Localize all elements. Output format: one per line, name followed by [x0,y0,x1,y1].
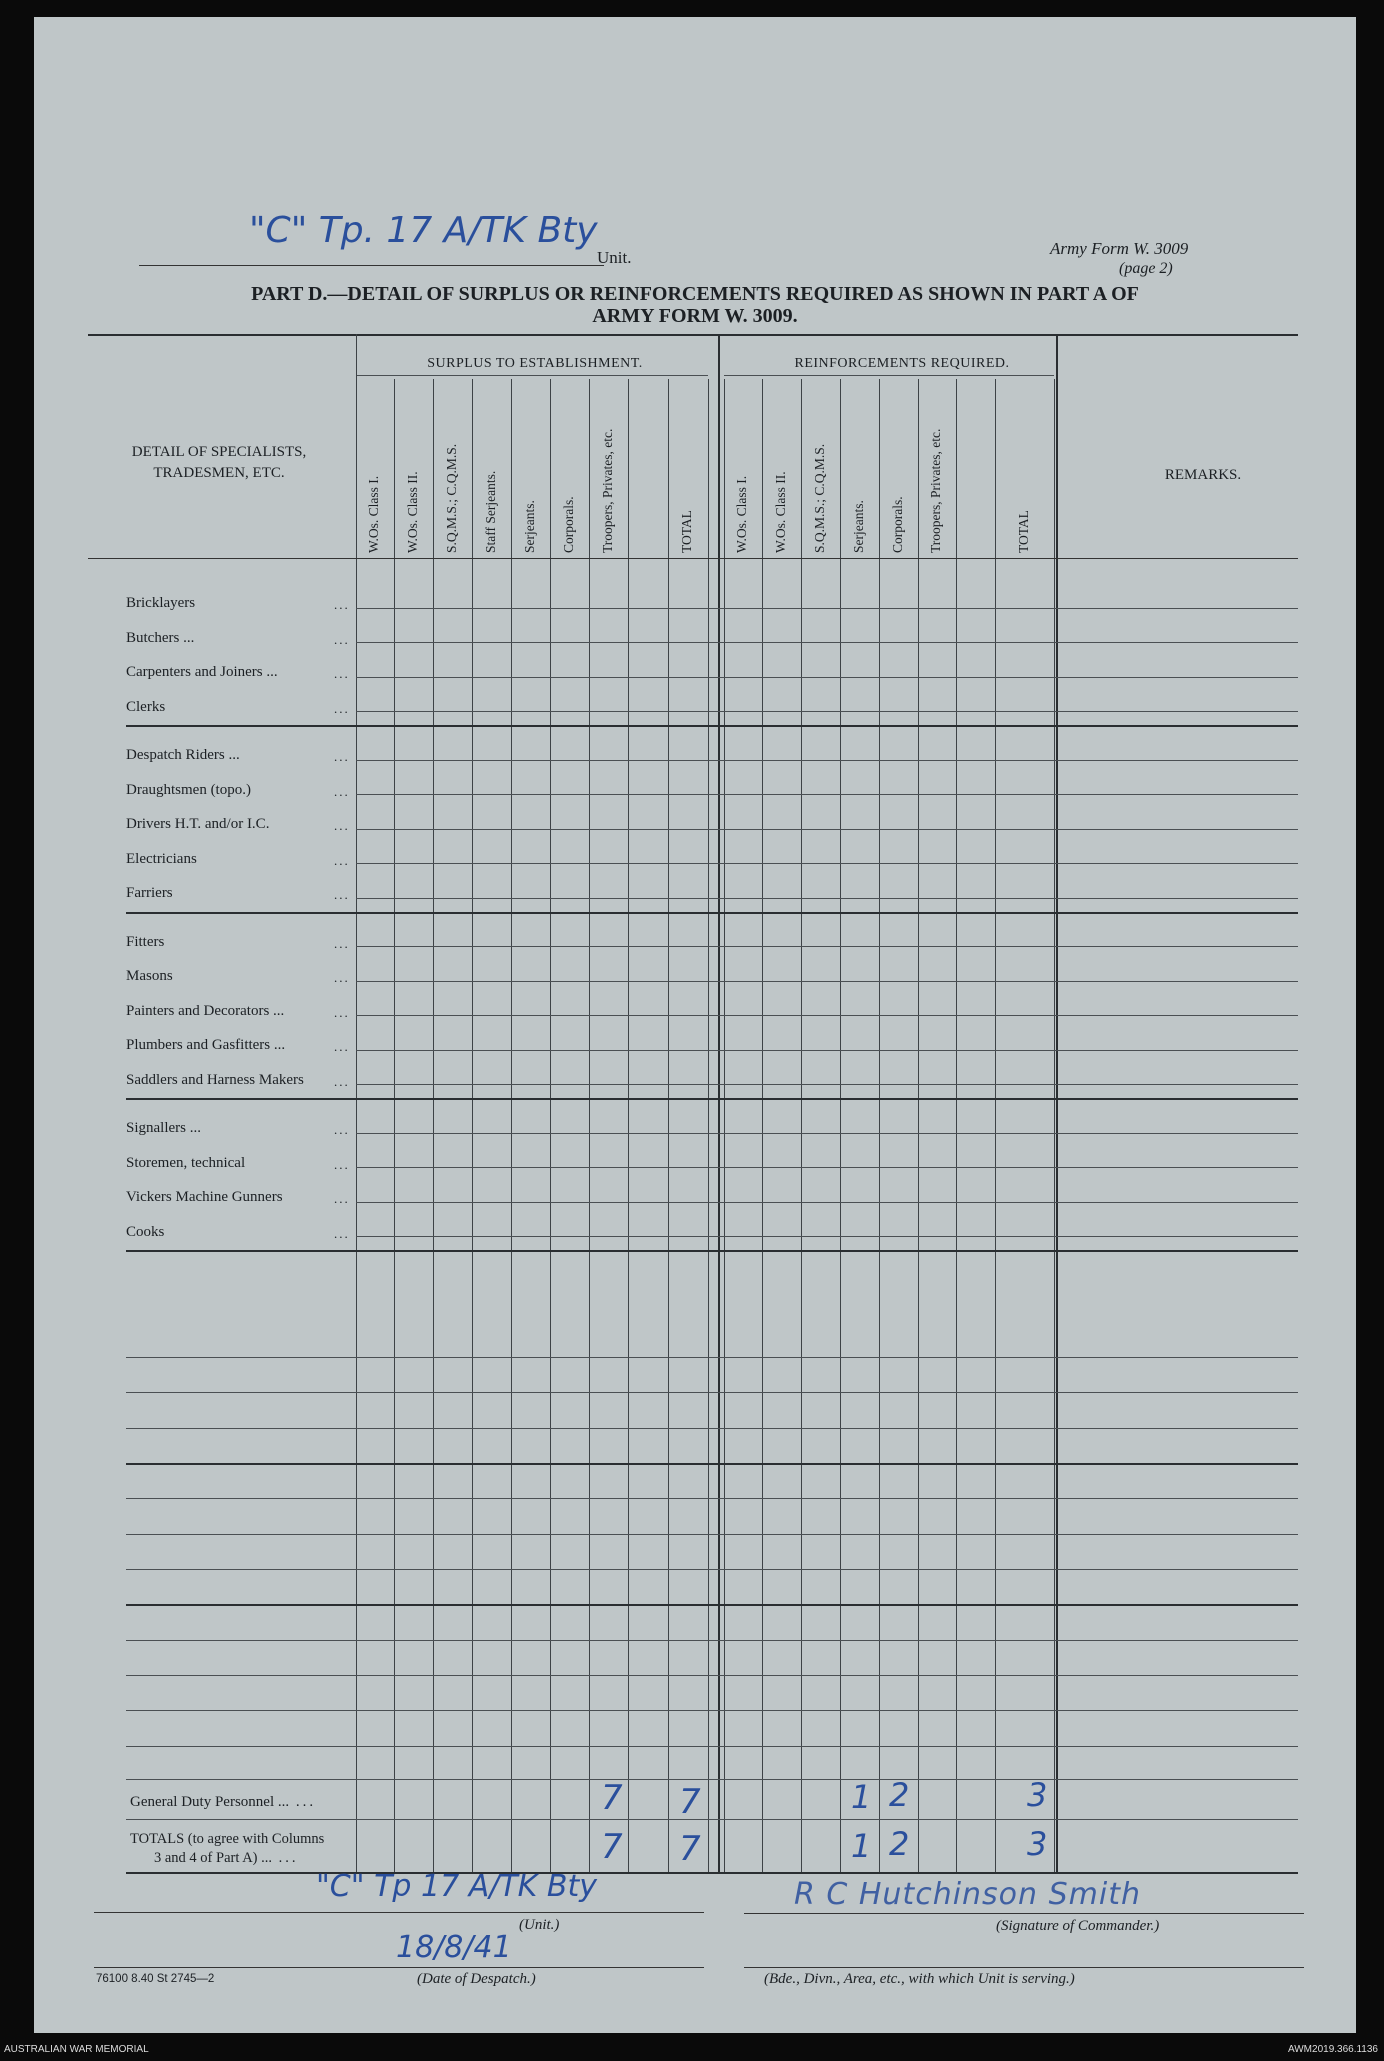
gd-surplus-total: 7 [679,1782,701,1822]
reinf-col-line [995,379,996,1872]
table-top-rule [88,334,1298,336]
leader-dots: ... [334,1073,350,1089]
tot-reinf-serjeants: 1 [851,1827,872,1865]
blank-row-rule [126,1640,1298,1641]
row-label: Bricklayers [126,595,196,611]
row-rule [356,711,1298,712]
row-label: Draughtsmen (topo.) [126,781,251,798]
signature-caption: (Signature of Commander.) [996,1918,1160,1934]
surplus-col-line [668,379,669,1872]
surplus-col-8: TOTAL [679,510,694,553]
row-label: Clerks [126,698,166,715]
reinf-col-2: S.Q.M.S.; C.Q.M.S. [811,443,827,553]
surplus-col-line [433,379,434,1872]
blank-row-rule [126,1604,1298,1606]
reinf-col-line [1054,379,1055,1872]
surplus-col-line [356,334,357,1872]
date-caption: (Date of Despatch.) [417,1971,536,1987]
form-page: (page 2) [1119,260,1173,277]
blank-row-rule [126,1534,1298,1535]
leader-dots: ... [334,1039,350,1054]
blank-row-rule [126,1498,1298,1499]
group-rule [126,725,1298,727]
surplus-col-1: W.Os. Class II. [404,471,420,553]
leader-dots: ... [334,1225,350,1241]
title-line-1: PART D.—DETAIL OF SURPLUS OR REINFORCEMENTS REQUIRED AS SHOWN IN PART A OF [251,283,1139,305]
group-rule [126,1098,1298,1100]
blank-row-rule [126,1746,1298,1747]
row-rule [356,863,1298,864]
reinf-col-3: Serjeants. [850,500,866,553]
footer-unit-line [94,1912,704,1913]
tot-reinf-total: 3 [1027,1825,1048,1863]
totals-top-rule [126,1819,1298,1820]
gd-surplus-troopers: 7 [601,1778,623,1818]
row-label: Plumbers and Gasfitters ... [126,1037,286,1053]
form-sheet [34,17,1356,2033]
header-bottom-rule [88,558,1298,559]
reinf-col-5: Troopers, Privates, etc. [928,428,943,553]
surplus-col-0: W.Os. Class I. [366,475,381,553]
date-handwritten: 18/8/41 [396,1930,512,1965]
gd-reinf-corporals: 2 [889,1776,910,1814]
leader-dots: ... [334,852,350,868]
archive-right: AWM2019.366.1136 [1287,2044,1378,2055]
surplus-header-rule [356,375,708,376]
blank-row-rule [126,1675,1298,1676]
row-label: Electricians [126,850,197,867]
row-label: Cooks [126,1223,165,1240]
reinf-col-line [840,379,841,1872]
surplus-col-3: Staff Serjeants. [482,470,498,553]
group-rule [126,912,1298,914]
blank-row-rule [126,1392,1298,1393]
remarks-left-line [1056,334,1058,1872]
leader-dots: ... [334,818,350,833]
leader-dots: ... [334,631,350,647]
row-rule [356,1167,1298,1168]
leader-dots: ... [334,1156,350,1172]
reinf-col-line [879,379,880,1872]
surplus-col-line [511,379,512,1872]
reinf-col-line [762,379,763,1872]
reinf-header-rule [724,375,1054,376]
leader-dots: ... [334,666,350,681]
row-rule [356,794,1298,795]
tot-surplus-total: 7 [679,1829,701,1869]
row-label: Vickers Machine Gunners [126,1189,283,1205]
leader-dots: ... [334,1191,350,1206]
bde-caption: (Bde., Divn., Area, etc., with which Unit is serving.) [764,1971,1075,1987]
reinforcements-header: REINFORCEMENTS REQUIRED. [794,356,1010,371]
row-label: Drivers H.T. and/or I.C. [126,816,270,832]
totals-label-2: 3 and 4 of Part A) ... ... [154,1850,299,1866]
surplus-col-line [628,379,629,1872]
tot-reinf-corporals: 2 [889,1825,910,1863]
surplus-col-2: S.Q.M.S.; C.Q.M.S. [443,443,459,553]
print-code: 76100 8.40 St 2745—2 [96,1973,215,1985]
leader-dots: ... [334,749,350,764]
row-rule [356,898,1298,899]
row-rule [356,981,1298,982]
surplus-col-line [589,379,590,1872]
table-bottom-rule [126,1872,1298,1874]
reinf-col-0: W.Os. Class I. [734,475,749,553]
gd-top-rule [126,1779,1298,1780]
surplus-col-line [394,379,395,1872]
row-label: Butchers ... [126,629,195,646]
row-rule [356,760,1298,761]
row-rule [356,1202,1298,1203]
surplus-col-line [472,379,473,1872]
row-rule [356,1050,1298,1051]
leader-dots: ... [334,783,350,799]
row-label: Saddlers and Harness Makers [126,1071,304,1088]
surplus-col-4: Serjeants. [521,500,537,553]
leader-dots: ... [334,597,350,612]
row-label: Storemen, technical [126,1154,246,1171]
row-label: Signallers ... [126,1120,201,1136]
tot-surplus-troopers: 7 [601,1827,623,1867]
row-label: Masons [126,968,173,984]
reinf-col-line [918,379,919,1872]
row-rule [356,608,1298,609]
blank-row-rule [126,1428,1298,1429]
leader-dots: ... [334,887,350,902]
surplus-col-6: Troopers, Privates, etc. [599,428,615,553]
row-rule [356,1015,1298,1016]
row-rule [356,1084,1298,1085]
detail-table [34,17,1356,2033]
row-label: Despatch Riders ... [126,747,240,763]
row-rule [356,1133,1298,1134]
reinf-col-line [801,379,802,1872]
row-label: Painters and Decorators ... [126,1002,285,1019]
row-rule [356,677,1298,678]
reinf-col-1: W.Os. Class II. [772,471,788,553]
leader-dots: ... [334,935,350,951]
group-rule [126,1250,1298,1252]
form-name: Army Form W. 3009 [1050,239,1189,258]
reinf-col-line [724,379,725,1872]
reinf-col-4: Corporals. [889,496,905,553]
archive-left: AUSTRALIAN WAR MEMORIAL [4,2044,149,2055]
section-divider [718,334,720,1872]
date-line [94,1967,704,1968]
surplus-header: SURPLUS TO ESTABLISHMENT. [427,356,643,371]
totals-label-1: TOTALS (to agree with Columns [130,1831,325,1847]
title-line-2: ARMY FORM W. 3009. [592,305,798,327]
row-label: Farriers [126,885,173,901]
blank-row-rule [126,1710,1298,1711]
blank-row-rule [126,1357,1298,1358]
leader-dots: ... [334,1004,350,1020]
surplus-col-5: Corporals. [560,496,576,553]
row-rule [356,946,1298,947]
signature-line [744,1913,1304,1914]
surplus-col-line [708,379,709,1872]
row-rule [356,642,1298,643]
row-label: Fitters [126,933,165,950]
row-label: Carpenters and Joiners ... [126,664,278,680]
reinf-col-line [956,379,957,1872]
leader-dots: ... [334,700,350,716]
gd-reinf-total: 3 [1027,1776,1048,1814]
reinf-col-7: TOTAL [1015,510,1031,553]
archive-strip [0,2041,1384,2061]
row-rule [356,1236,1298,1237]
bde-line [744,1967,1304,1968]
surplus-col-line [550,379,551,1872]
general-duty-label: General Duty Personnel ... ... [130,1794,317,1810]
leader-dots: ... [334,1122,350,1137]
unit-handwritten: "C" Tp. 17 A/TK Bty [249,210,598,251]
signature-handwritten: R C Hutchinson Smith [794,1877,1141,1912]
leader-dots: ... [334,970,350,985]
gd-reinf-serjeants: 1 [851,1778,872,1816]
footer-unit-handwritten: "C" Tp 17 A/TK Bty [316,1869,597,1904]
blank-row-rule [126,1569,1298,1570]
detail-header: DETAIL OF SPECIALISTS, TRADESMEN, ETC. [131,444,307,481]
blank-row-rule [126,1463,1298,1465]
remarks-header: REMARKS. [1164,467,1242,483]
footer-unit-caption: (Unit.) [519,1917,560,1933]
row-rule [356,829,1298,830]
unit-label: Unit. [597,248,632,267]
